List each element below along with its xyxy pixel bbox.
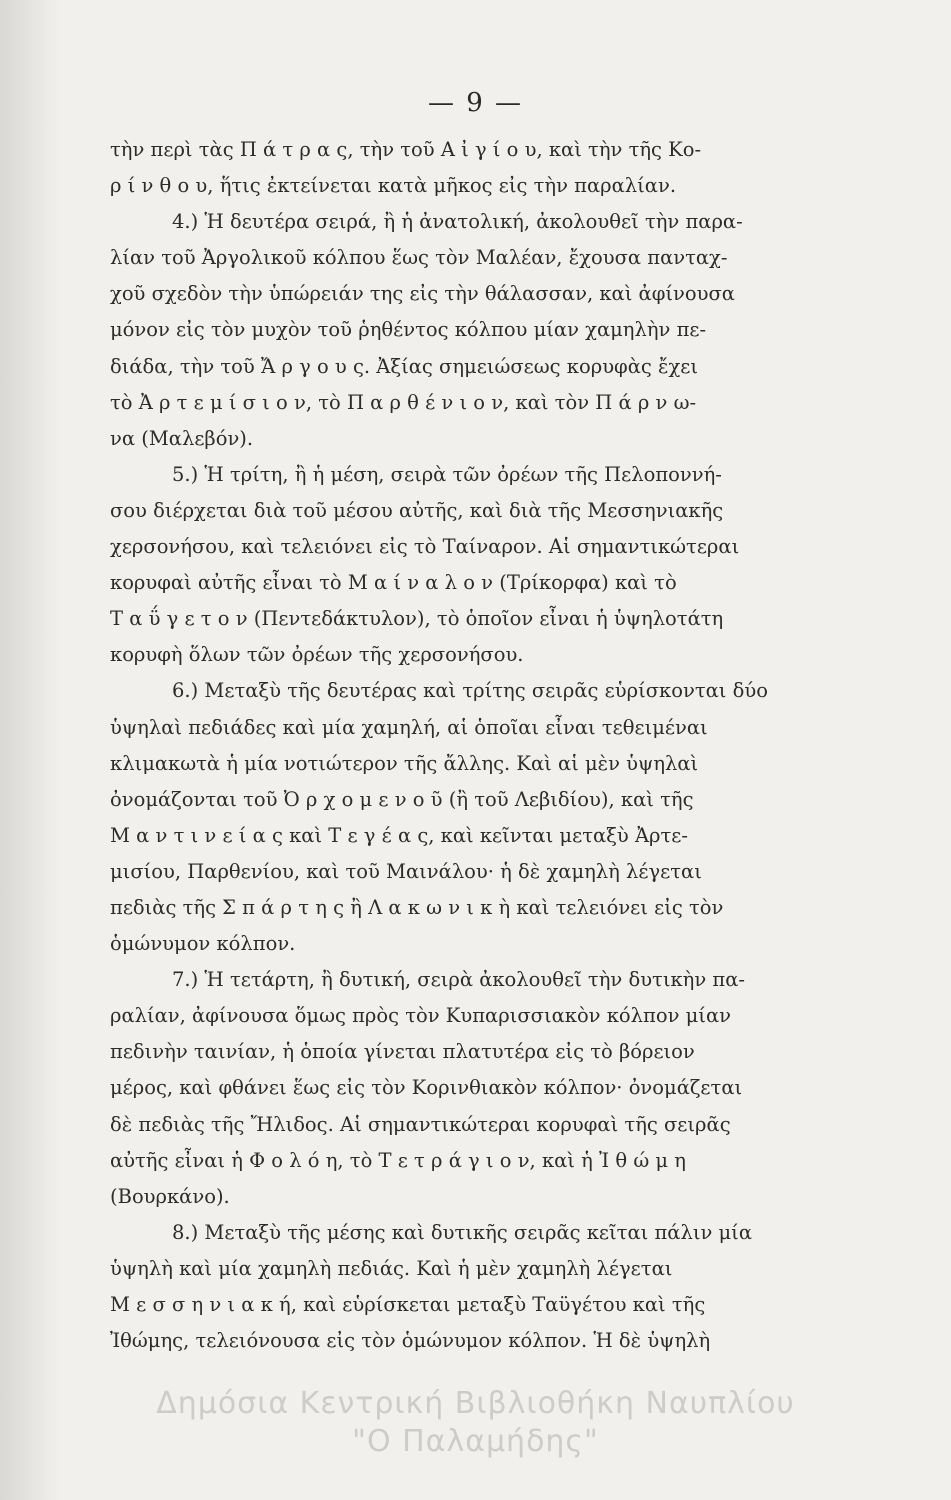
text-line: να (Μαλεβόν). <box>110 426 254 450</box>
text-line: τὸ Ἀ ρ τ ε μ ί σ ι ο ν, τὸ Π α ρ θ έ ν ι ο ν, καὶ τὸν Π ά ρ ν ω- <box>110 390 697 414</box>
text-line: λίαν τοῦ Ἀργολικοῦ κόλπου ἕως τὸν Μαλέαν, ἔχουσα πανταχ- <box>110 246 728 270</box>
text-line: ρ ί ν θ ο υ, ἥτις ἐκτείνεται κατὰ μῆκος εἰς τὴν παραλίαν. <box>110 174 677 198</box>
text-line: ὁμώνυμον κόλπον. <box>110 932 296 956</box>
paragraph-4-start: 4.) Ἡ δευτέρα σειρά, ἢ ἡ ἀνατολική, ἀκολουθεῖ τὴν παρα- <box>172 210 743 234</box>
text-line: μισίου, Παρθενίου, καὶ τοῦ Μαινάλου· ἡ δὲ χαμηλὴ λέγεται <box>110 859 702 883</box>
text-line: σου διέρχεται διὰ τοῦ μέσου αὐτῆς, καὶ διὰ τῆς Μεσσηνιακῆς <box>110 498 724 522</box>
text-line: μόνον εἰς τὸν μυχὸν τοῦ ῥηθέντος κόλπου μίαν χαμηλὴν πε- <box>110 318 707 342</box>
text-line: Ἰθώμης, τελειόνουσα εἰς τὸν ὁμώνυμον κόλπον. Ἡ δὲ ὑψηλὴ <box>110 1329 711 1353</box>
paragraph-8-start: 8.) Μεταξὺ τῆς μέσης καὶ δυτικῆς σειρᾶς κεῖται πάλιν μία <box>172 1220 753 1244</box>
text-line: κορυφαὶ αὐτῆς εἶναι τὸ Μ α ί ν α λ ο ν (Τρίκορφα) καὶ τὸ <box>110 571 677 595</box>
text-line: χερσονήσου, καὶ τελειόνει εἰς τὸ Ταίναρον. Αἱ σημαντικώτεραι <box>110 535 740 559</box>
text-line: διάδα, τὴν τοῦ Ἄ ρ γ ο υ ς. Ἀξίας σημειώσεως κορυφὰς ἔχει <box>110 354 699 378</box>
body-text <box>110 132 810 1359</box>
library-watermark-line-2: "Ο Παλαμήδης" <box>352 1424 599 1459</box>
text-line: ὑψηλαὶ πεδιάδες καὶ μία χαμηλή, αἱ ὁποῖαι εἶναι τεθειμέναι <box>110 715 708 739</box>
text-line: ὀνομάζονται τοῦ Ὀ ρ χ ο μ ε ν ο ῦ (ἢ τοῦ Λεβιδίου), καὶ τῆς <box>110 787 694 811</box>
paragraph-7-start: 7.) Ἡ τετάρτη, ἢ δυτική, σειρὰ ἀκολουθεῖ τὴν δυτικὴν πα- <box>172 968 745 992</box>
text-line: πεδινὴν ταινίαν, ἡ ὁποία γίνεται πλατυτέρα εἰς τὸ βόρειον <box>110 1040 695 1064</box>
text-line: πεδιὰς τῆς Σ π ά ρ τ η ς ἢ Λ α κ ω ν ι κ ὴ καὶ τελειόνει εἰς τὸν <box>110 895 724 919</box>
library-watermark-line-1: Δημόσια Κεντρική Βιβλιοθήκη Ναυπλίου <box>156 1386 795 1421</box>
text-line: μέρος, καὶ φθάνει ἕως εἰς τὸν Κορινθιακὸν κόλπον· ὀνομάζεται <box>110 1076 743 1100</box>
text-line: κορυφὴ ὅλων τῶν ὀρέων τῆς χερσονήσου. <box>110 643 524 667</box>
page-edge-shadow <box>0 0 60 1500</box>
text-line: Μ α ν τ ι ν ε ί α ς καὶ Τ ε γ έ α ς, καὶ κεῖνται μεταξὺ Ἀρτε- <box>110 823 688 847</box>
paragraph-5-start: 5.) Ἡ τρίτη, ἢ ἡ μέση, σειρὰ τῶν ὀρέων τῆς Πελοποννή- <box>172 462 722 486</box>
text-line: ραλίαν, ἀφίνουσα ὅμως πρὸς τὸν Κυπαρισσιακὸν κόλπον μίαν <box>110 1004 731 1028</box>
text-line: αὐτῆς εἶναι ἡ Φ ο λ ό η, τὸ Τ ε τ ρ ά γ ι ο ν, καὶ ἡ Ἰ θ ώ μ η <box>110 1148 686 1172</box>
text-line: δὲ πεδιὰς τῆς Ἤλιδος. Αἱ σημαντικώτεραι κορυφαὶ τῆς σειρᾶς <box>110 1112 731 1136</box>
text-line: Τ α ΰ γ ε τ ο ν (Πεντεδάκτυλον), τὸ ὁποῖον εἶναι ἡ ὑψηλοτάτη <box>110 607 724 631</box>
text-line: χοῦ σχεδὸν τὴν ὑπώρειάν της εἰς τὴν θάλασσαν, καὶ ἀφίνουσα <box>110 282 735 306</box>
text-line: ὑψηλὴ καὶ μία χαμηλὴ πεδιάς. Καὶ ἡ μὲν χαμηλὴ λέγεται <box>110 1256 673 1280</box>
text-line: (Βουρκάνο). <box>110 1184 230 1208</box>
text-line: κλιμακωτὰ ἡ μία νοτιώτερον τῆς ἄλλης. Καὶ αἱ μὲν ὑψηλαὶ <box>110 751 699 775</box>
page-number: — 9 — <box>427 88 524 118</box>
paragraph-6-start: 6.) Μεταξὺ τῆς δευτέρας καὶ τρίτης σειρᾶς εὑρίσκονται δύο <box>172 679 768 703</box>
text-line: Μ ε σ σ η ν ι α κ ή, καὶ εὑρίσκεται μεταξὺ Ταϋγέτου καὶ τῆς <box>110 1293 706 1316</box>
text-line: τὴν περὶ τὰς Π ά τ ρ α ς, τὴν τοῦ Α ἰ γ ί ο υ, καὶ τὴν τῆς Κο- <box>110 138 702 161</box>
